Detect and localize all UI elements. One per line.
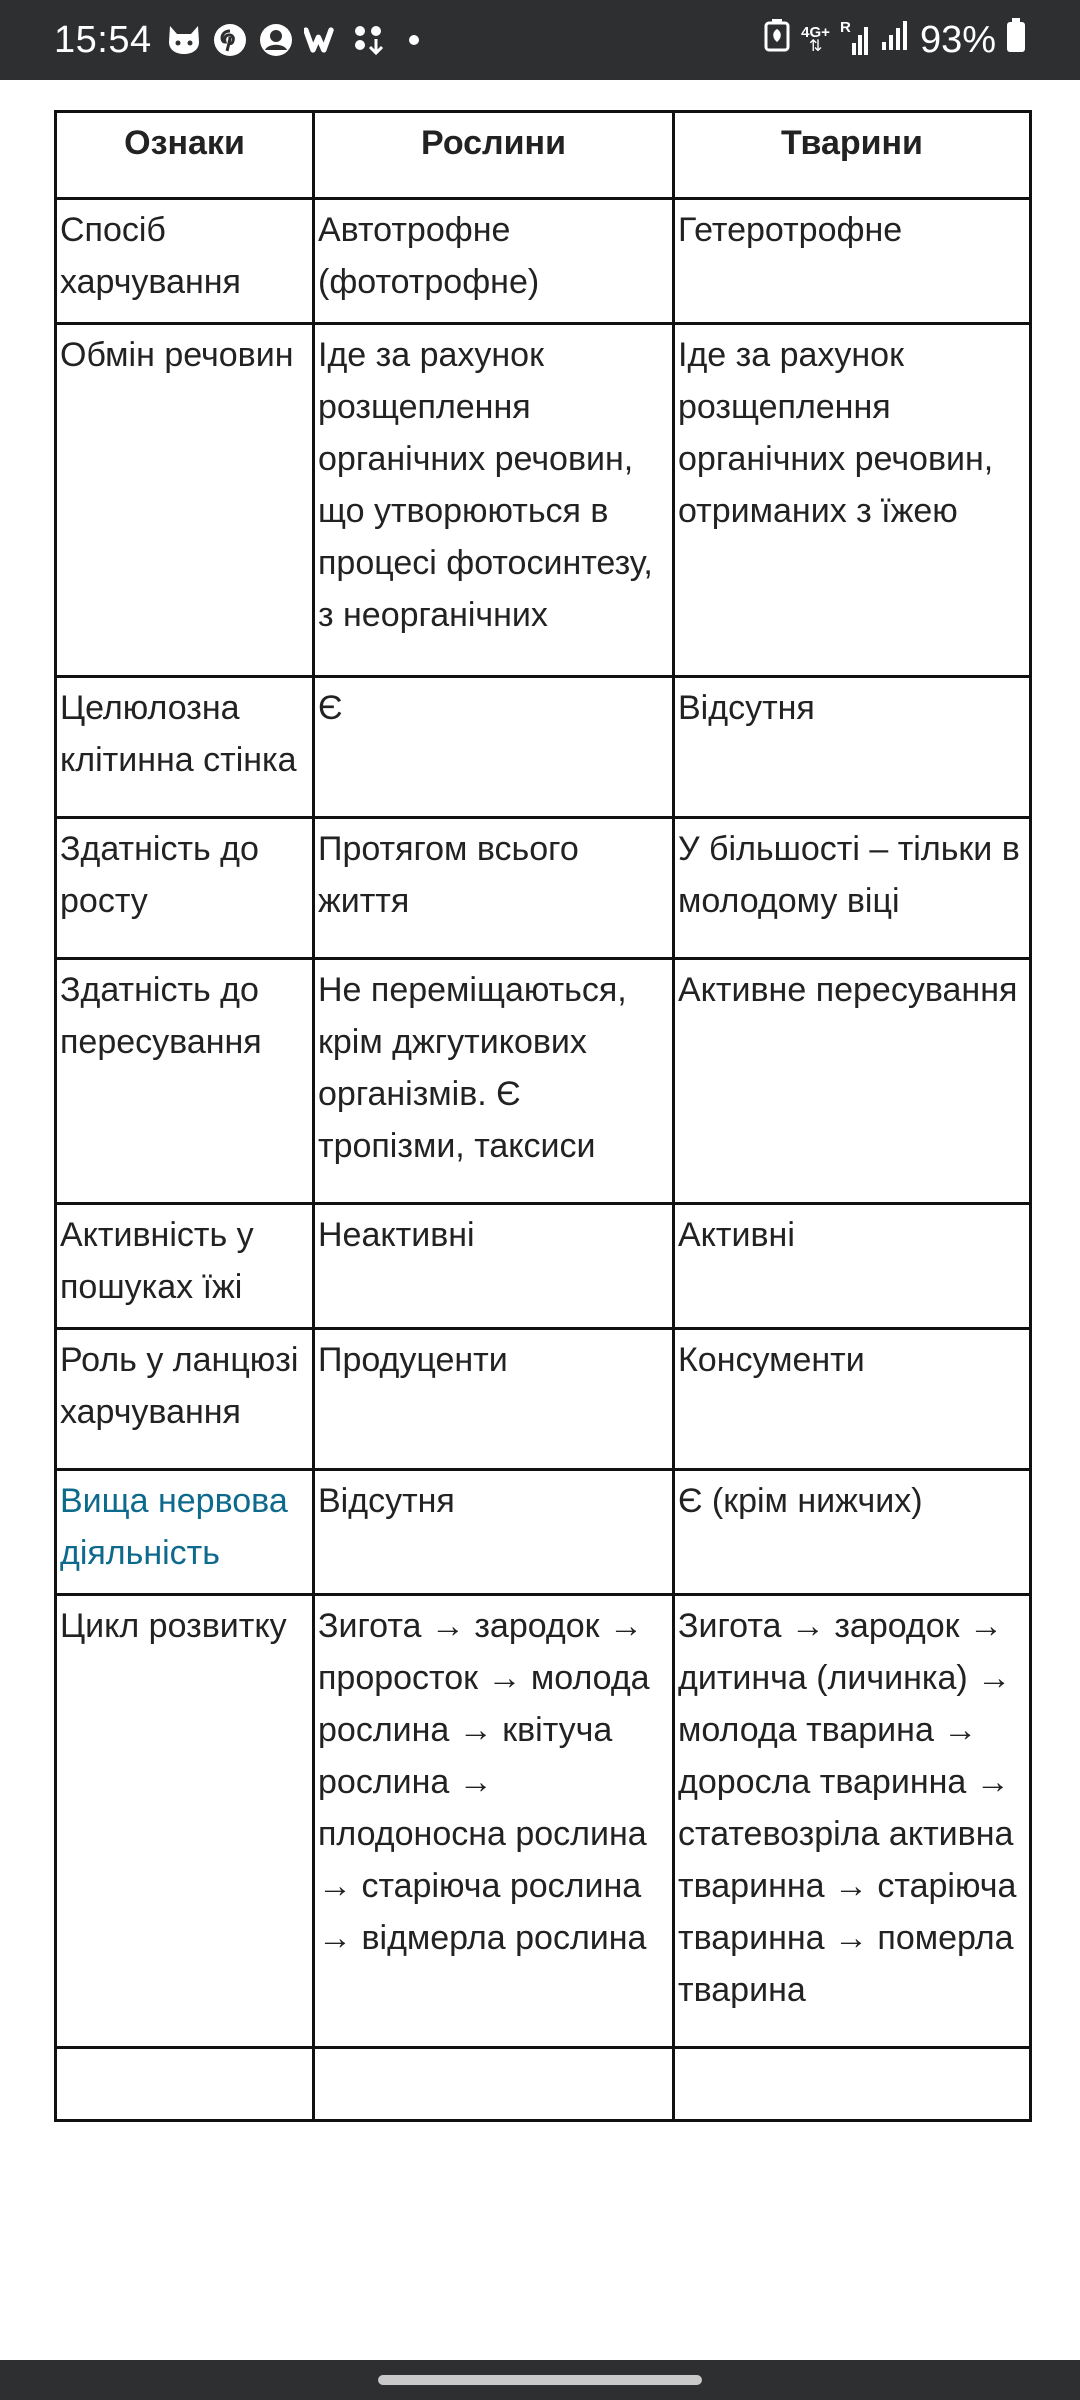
- animals-cell: Є (крім нижчих): [674, 1470, 1031, 1595]
- system-status: [763, 17, 1026, 63]
- plants-cell: Іде за рахунок розщеплення органічних речовин, що утворюються в процесі фотосинтезу, з неорганічних: [314, 324, 674, 677]
- animals-cell: Активні: [674, 1204, 1031, 1329]
- row-label-cell: Здатність до пересування: [56, 959, 314, 1204]
- row-label-cell: Здатність до росту: [56, 818, 314, 959]
- status-bar: [0, 0, 1080, 80]
- plants-cell: Неактивні: [314, 1204, 674, 1329]
- header-cell: Ознаки: [56, 112, 314, 199]
- pinterest-icon: [212, 22, 248, 58]
- row-label-cell: Спосіб харчування: [56, 199, 314, 324]
- table-row: [56, 1470, 1031, 1595]
- more-dot-icon: [396, 22, 432, 58]
- account-circle-icon: [258, 22, 294, 58]
- comparison-table: [54, 110, 1032, 2122]
- animals-cell: Зигота → зародок → дитинча (личинка) → молода тварина → доросла тваринна → статевозріла активна тваринна → старіюча тваринна → померла тварина: [674, 1595, 1031, 2048]
- plants-cell: Автотрофне (фототрофне): [314, 199, 674, 324]
- animals-cell: Іде за рахунок розщеплення органічних речовин, отриманих з їжею: [674, 324, 1031, 677]
- signal-bars-roaming-icon: R: [840, 23, 870, 57]
- battery-percent: 93%: [919, 18, 996, 61]
- row-label-cell: Активність у пошуках їжі: [56, 1204, 314, 1329]
- header-cell: Тварини: [674, 112, 1031, 199]
- plants-cell: Є: [314, 677, 674, 818]
- table-row: [56, 1204, 1031, 1329]
- network-4g-icon: 4G+ ⇅: [801, 24, 830, 55]
- animals-cell: Консументи: [674, 1329, 1031, 1470]
- table-row: [56, 1595, 1031, 2048]
- animals-cell: Гетеротрофне: [674, 199, 1031, 324]
- animals-cell: Активне пересування: [674, 959, 1031, 1204]
- plants-cell: Зигота → зародок → проросток → молода рослина → квітуча рослина → плодоносна рослина → старіюча рослина → відмерла рослина: [314, 1595, 674, 2048]
- row-label-cell: Целюлозна клітинна стінка: [56, 677, 314, 818]
- home-gesture-handle[interactable]: [378, 2375, 702, 2385]
- plants-cell: [314, 2048, 674, 2121]
- wattpad-icon: [304, 22, 340, 58]
- table-row: [56, 1329, 1031, 1470]
- table-row: [56, 199, 1031, 324]
- table-row: [56, 677, 1031, 818]
- table-row: [56, 818, 1031, 959]
- table-row: [56, 2048, 1031, 2121]
- status-time: 15:54: [54, 18, 152, 61]
- signal-bars-icon: [880, 18, 910, 62]
- header-cell: Рослини: [314, 112, 674, 199]
- plants-cell: Протягом всього життя: [314, 818, 674, 959]
- dots-download-icon: [350, 22, 386, 58]
- table-row: [56, 324, 1031, 677]
- plants-cell: Продуценти: [314, 1329, 674, 1470]
- plants-cell: Не переміщаються, крім джгутикових організмів. Є тропізми, таксиси: [314, 959, 674, 1204]
- animals-cell: [674, 2048, 1031, 2121]
- notification-icons: [166, 22, 432, 58]
- higher-nervous-activity-link[interactable]: Вища нервова діяльність: [56, 1470, 314, 1595]
- navigation-bar: [0, 2360, 1080, 2400]
- battery-icon: [1006, 17, 1026, 63]
- battery-saver-icon: [763, 18, 791, 62]
- table-row: [56, 959, 1031, 1204]
- row-label-cell: Цикл розвитку: [56, 1595, 314, 2048]
- cat-face-icon: [166, 22, 202, 58]
- animals-cell: Відсутня: [674, 677, 1031, 818]
- plants-cell: Відсутня: [314, 1470, 674, 1595]
- row-label-cell: Обмін речовин: [56, 324, 314, 677]
- row-label-cell: Роль у ланцюзі харчування: [56, 1329, 314, 1470]
- table-header-row: [56, 112, 1031, 199]
- animals-cell: У більшості – тільки в молодому віці: [674, 818, 1031, 959]
- page-content: [0, 80, 1080, 2360]
- row-label-cell: [56, 2048, 314, 2121]
